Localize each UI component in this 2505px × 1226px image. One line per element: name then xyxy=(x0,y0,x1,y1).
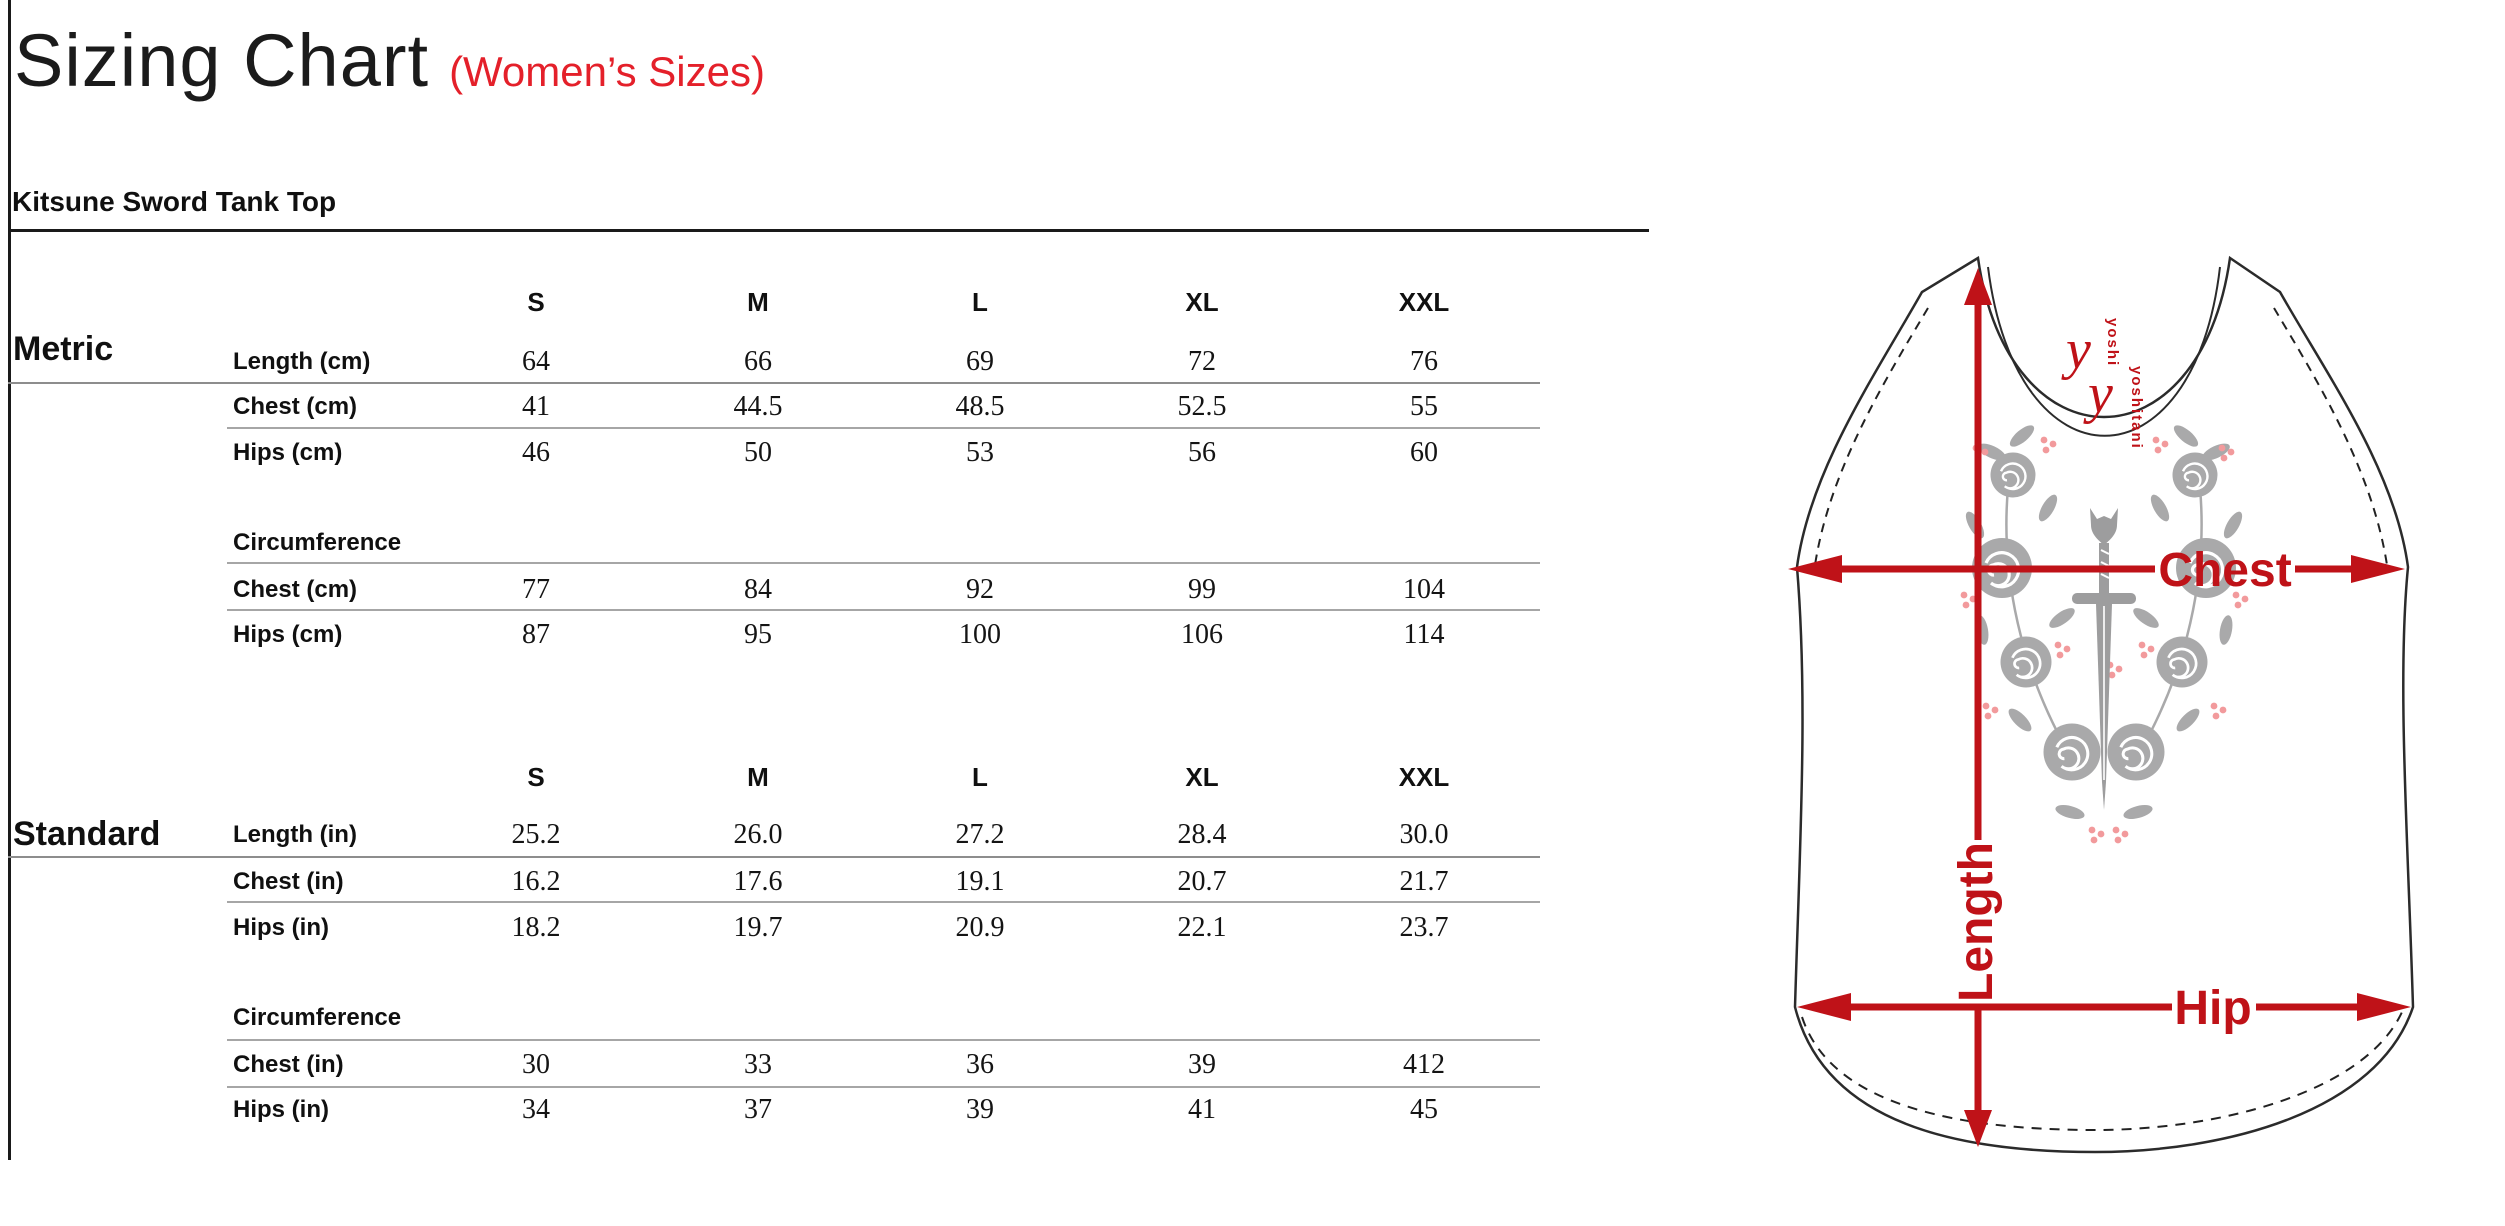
cell-value: 44.5 xyxy=(733,391,783,422)
hip-measure-label: Hip xyxy=(2174,982,2252,1035)
table-row xyxy=(0,387,1540,427)
section-label-metric: Metric xyxy=(13,330,114,368)
cell-value: 114 xyxy=(1403,619,1445,650)
circumference-label: Circumference xyxy=(233,529,402,556)
row-label: Length (cm) xyxy=(233,348,371,375)
cell-value: 18.2 xyxy=(511,912,561,943)
table-row xyxy=(0,342,1540,382)
cell-value: 55 xyxy=(1410,391,1438,422)
section-label-standard: Standard xyxy=(13,815,161,853)
title-underline xyxy=(8,229,1649,232)
cell-value: 39 xyxy=(966,1094,994,1125)
tank-top-illustration xyxy=(1770,140,2430,1200)
row-label: Hips (cm) xyxy=(233,439,343,466)
cell-value: 41 xyxy=(522,391,550,422)
table-row xyxy=(0,862,1540,902)
cell-value: 56 xyxy=(1188,437,1216,468)
cell-value: 19.1 xyxy=(955,866,1005,897)
cell-value: 27.2 xyxy=(955,819,1005,850)
table-row xyxy=(0,908,1540,948)
product-title: Kitsune Sword Tank Top xyxy=(12,186,337,217)
cell-value: 77 xyxy=(522,574,550,605)
size-header-xxl: XXL xyxy=(1398,761,1450,792)
cell-value: 72 xyxy=(1188,346,1216,377)
cell-value: 106 xyxy=(1181,619,1223,650)
metric-chest-row-rule xyxy=(227,427,1540,429)
cell-value: 99 xyxy=(1188,574,1216,605)
size-header-xxl: XXL xyxy=(1398,286,1450,317)
size-header-s: S xyxy=(527,286,545,317)
cell-value: 64 xyxy=(522,346,550,377)
logo-initial-1: y xyxy=(2066,319,2091,381)
cell-value: 17.6 xyxy=(733,866,783,897)
cell-value: 41 xyxy=(1188,1094,1216,1125)
row-label: Length (in) xyxy=(233,821,357,848)
length-measure-label: Length xyxy=(1950,842,2003,1002)
cell-value: 50 xyxy=(744,437,772,468)
chest-measure-label: Chest xyxy=(2158,544,2292,597)
logo-initial-2: y xyxy=(2088,363,2113,425)
cell-value: 100 xyxy=(959,619,1001,650)
cell-value: 76 xyxy=(1410,346,1438,377)
cell-value: 84 xyxy=(744,574,772,605)
row-label: Hips (in) xyxy=(233,914,329,941)
cell-value: 20.7 xyxy=(1177,866,1227,897)
size-header-row xyxy=(0,282,1540,322)
size-header-xl: XL xyxy=(1185,761,1219,792)
row-label: Chest (in) xyxy=(233,1051,344,1078)
cell-value: 23.7 xyxy=(1399,912,1449,943)
cell-value: 25.2 xyxy=(511,819,561,850)
logo-text-2: yoshitani xyxy=(2128,366,2145,450)
cell-value: 48.5 xyxy=(955,391,1005,422)
cell-value: 412 xyxy=(1403,1049,1445,1080)
cell-value: 34 xyxy=(522,1094,550,1125)
cell-value: 20.9 xyxy=(955,912,1005,943)
table-row xyxy=(0,1090,1540,1130)
cell-value: 30 xyxy=(522,1049,550,1080)
cell-value: 53 xyxy=(966,437,994,468)
cell-value: 52.5 xyxy=(1177,391,1227,422)
row-label: Chest (cm) xyxy=(233,576,358,603)
cell-value: 36 xyxy=(966,1049,994,1080)
size-header-l: L xyxy=(972,286,988,317)
table-row xyxy=(0,1045,1540,1085)
logo-text-1: yoshi xyxy=(2104,318,2121,368)
table-row xyxy=(0,615,1540,655)
circumference-label: Circumference xyxy=(233,1004,402,1031)
row-label: Hips (cm) xyxy=(233,621,343,648)
circumference-header-row xyxy=(0,523,1540,563)
cell-value: 28.4 xyxy=(1177,819,1227,850)
row-label: Chest (in) xyxy=(233,868,344,895)
cell-value: 45 xyxy=(1410,1094,1438,1125)
cell-value: 26.0 xyxy=(733,819,783,850)
size-header-xl: XL xyxy=(1185,286,1219,317)
cell-value: 33 xyxy=(744,1049,772,1080)
cell-value: 60 xyxy=(1410,437,1438,468)
page-title-main: Sizing Chart xyxy=(14,19,430,102)
size-header-m: M xyxy=(747,286,769,317)
standard-length-row-rule xyxy=(8,856,1540,858)
metric-length-row-rule xyxy=(8,382,1540,384)
size-header-row xyxy=(0,757,1540,797)
table-row xyxy=(0,433,1540,473)
cell-value: 92 xyxy=(966,574,994,605)
cell-value: 69 xyxy=(966,346,994,377)
size-header-m: M xyxy=(747,761,769,792)
size-header-l: L xyxy=(972,761,988,792)
circumference-header-row xyxy=(0,998,1540,1038)
standard-circ-chest-rule xyxy=(227,1086,1540,1088)
cell-value: 87 xyxy=(522,619,550,650)
cell-value: 16.2 xyxy=(511,866,561,897)
cell-value: 21.7 xyxy=(1399,866,1449,897)
cell-value: 39 xyxy=(1188,1049,1216,1080)
table-row xyxy=(0,815,1540,855)
page-title-sub: (Women’s Sizes) xyxy=(449,48,765,95)
row-label: Chest (cm) xyxy=(233,393,358,420)
table-row xyxy=(0,570,1540,610)
cell-value: 19.7 xyxy=(733,912,783,943)
page-title xyxy=(14,18,765,103)
row-label: Hips (in) xyxy=(233,1096,329,1123)
standard-circumference-rule xyxy=(227,1039,1540,1041)
cell-value: 95 xyxy=(744,619,772,650)
cell-value: 104 xyxy=(1403,574,1445,605)
cell-value: 30.0 xyxy=(1399,819,1449,850)
cell-value: 66 xyxy=(744,346,772,377)
cell-value: 22.1 xyxy=(1177,912,1227,943)
cell-value: 46 xyxy=(522,437,550,468)
size-header-s: S xyxy=(527,761,545,792)
cell-value: 37 xyxy=(744,1094,772,1125)
